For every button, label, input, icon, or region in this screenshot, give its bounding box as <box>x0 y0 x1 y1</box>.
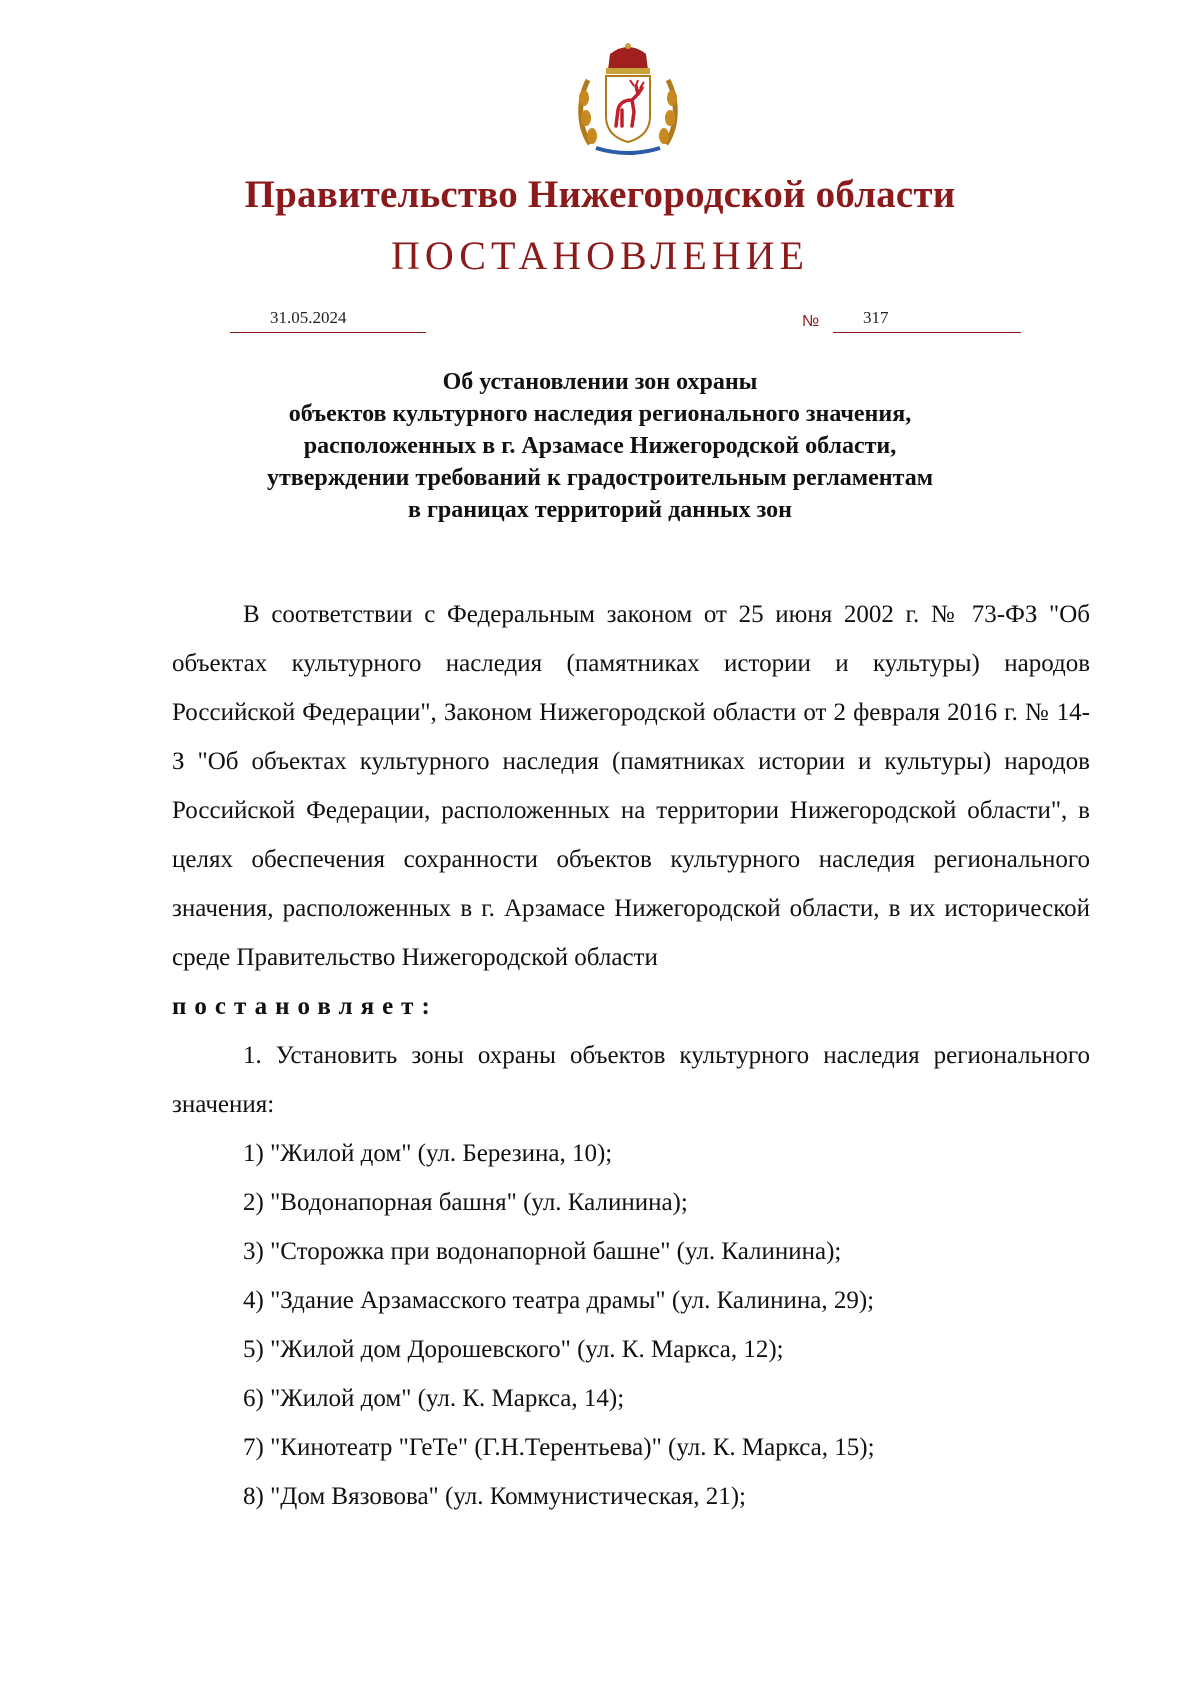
document-type: ПОСТАНОВЛЕНИЕ <box>391 233 809 278</box>
subject-line: утверждении требований к градостроительным регламентам <box>266 465 934 491</box>
list-item: 5) "Жилой дом Дорошевского" (ул. К. Маркса, 12); <box>243 1336 784 1363</box>
list-item: 4) "Здание Арзамасского театра драмы" (ул. Калинина, 29); <box>243 1287 875 1314</box>
subject-line: в границах территорий данных зон <box>408 497 792 523</box>
list-item: 8) "Дом Вязовова" (ул. Коммунистическая, 21); <box>243 1483 746 1510</box>
number-field <box>833 306 1021 333</box>
subject-line: Об установлении зон охраны <box>442 369 758 395</box>
list-item: 1) "Жилой дом" (ул. Березина, 10); <box>243 1140 613 1167</box>
list-item: 3) "Сторожка при водонапорной башне" (ул. Калинина); <box>243 1238 842 1265</box>
document-date: 31.05.2024 <box>270 308 347 327</box>
subject-line: объектов культурного наследия регионального значения, <box>288 401 912 427</box>
decree-word: постановляет: <box>172 993 438 1020</box>
number-label: № <box>802 313 820 330</box>
list-item: 6) "Жилой дом" (ул. К. Маркса, 14); <box>243 1385 625 1412</box>
clause-1: 1. Установить зоны охраны объектов культурного наследия регионального значения: <box>172 1042 1090 1118</box>
coat-of-arms-icon <box>576 40 680 156</box>
list-item: 7) "Кинотеатр "ГеТе" (Г.Н.Терентьева)" (ул. К. Маркса, 15); <box>243 1434 875 1461</box>
government-title: Правительство Нижегородской области <box>244 173 956 216</box>
date-field <box>230 306 426 333</box>
list-item: 2) "Водонапорная башня" (ул. Калинина); <box>243 1189 688 1216</box>
preamble-paragraph: В соответствии с Федеральным законом от 25 июня 2002 г. № 73-ФЗ "Об объектах культурного наследия (памятниках истории и культуры) народов Российской Федерации", Законом Нижегородской области от 2 февраля 2016 г. № 14-З "Об объектах культурного наследия (памятниках истории и культуры) народов Российской Федерации, расположенных на территории Нижегородской области", в целях обеспечения сохранности объектов культурного наследия регионального значения, расположенных в г. Арзамасе Нижегородской области, в их исторической среде Правительство Нижегородской области <box>172 601 1090 971</box>
document-number: 317 <box>863 308 889 327</box>
subject-line: расположенных в г. Арзамасе Нижегородской области, <box>303 433 897 459</box>
document-subject <box>0 366 1200 526</box>
document-body <box>172 590 1090 1521</box>
